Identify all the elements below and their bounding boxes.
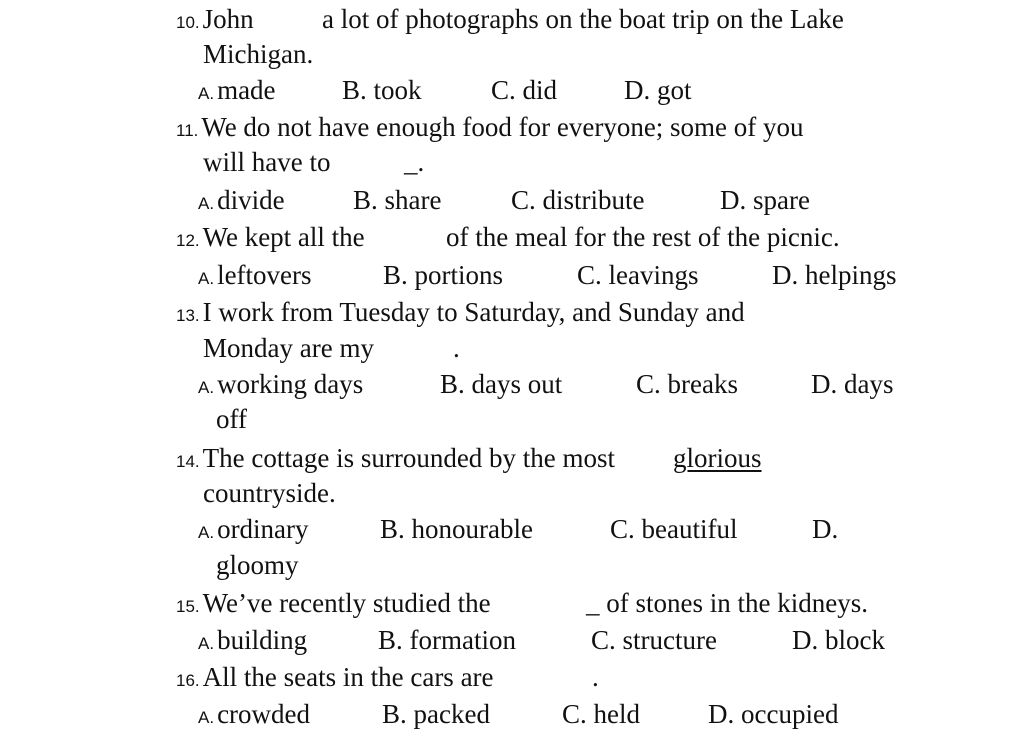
question-number: 10. xyxy=(176,13,200,32)
question-15-stem xyxy=(176,586,491,624)
stem-text: All the seats in the cars are xyxy=(202,662,494,692)
question-14-stem-line2: countryside. xyxy=(203,478,336,508)
question-13-option-a[interactable] xyxy=(198,367,363,405)
question-11-stem xyxy=(176,110,804,148)
question-16-stem xyxy=(176,660,494,698)
question-12-stem-cont: of the meal for the rest of the picnic. xyxy=(446,222,840,252)
question-13-blank: . xyxy=(453,333,460,363)
option-text: ordinary xyxy=(217,514,309,544)
option-letter: A. xyxy=(198,523,215,542)
question-10-option-d[interactable]: D. got xyxy=(624,75,692,105)
question-16-option-b[interactable]: B. packed xyxy=(382,699,490,729)
stem-text: The cottage is surrounded by the most xyxy=(202,443,616,473)
question-11-option-c[interactable]: C. distribute xyxy=(511,185,645,215)
option-letter: A. xyxy=(198,378,215,397)
question-13-stem xyxy=(176,295,745,333)
option-text: crowded xyxy=(217,699,311,729)
question-number: 13. xyxy=(176,306,200,325)
question-14-option-b[interactable]: B. honourable xyxy=(380,514,533,544)
stem-text: We do not have enough food for everyone; some of you xyxy=(201,112,804,142)
question-14-stem xyxy=(176,441,615,479)
stem-text: I work from Tuesday to Saturday, and Sunday and xyxy=(202,297,745,327)
question-number: 15. xyxy=(176,597,200,616)
question-11-option-b[interactable]: B. share xyxy=(353,185,442,215)
question-13-option-d[interactable]: D. days xyxy=(811,369,894,399)
stem-text: We kept all the xyxy=(202,222,365,252)
option-text: divide xyxy=(217,185,285,215)
option-letter: A. xyxy=(198,634,215,653)
question-15-option-d[interactable]: D. block xyxy=(792,625,885,655)
option-letter: A. xyxy=(198,708,215,727)
question-13-option-d-cont: off xyxy=(216,404,247,434)
question-11-stem-line2: will have to xyxy=(203,147,331,177)
question-number: 16. xyxy=(176,671,200,690)
question-12-option-d[interactable]: D. helpings xyxy=(772,260,897,290)
stem-text: We’ve recently studied the xyxy=(202,588,491,618)
question-10-option-b[interactable]: B. took xyxy=(342,75,422,105)
question-10-option-c[interactable]: C. did xyxy=(491,75,558,105)
option-text: building xyxy=(217,625,308,655)
question-14-option-d-cont: gloomy xyxy=(216,550,299,580)
question-11-option-a[interactable] xyxy=(198,183,285,221)
question-12-stem xyxy=(176,220,365,258)
question-15-stem-cont: _ of stones in the kidneys. xyxy=(586,588,868,618)
question-15-option-c[interactable]: C. structure xyxy=(591,625,717,655)
question-number: 12. xyxy=(176,231,200,250)
question-14-underlined-word: glorious xyxy=(673,443,762,473)
question-13-stem-line2: Monday are my xyxy=(203,333,374,363)
question-13-option-b[interactable]: B. days out xyxy=(440,369,563,399)
question-15-option-b[interactable]: B. formation xyxy=(378,625,516,655)
question-12-option-b[interactable]: B. portions xyxy=(383,260,504,290)
question-10-stem-cont: a lot of photographs on the boat trip on the Lake xyxy=(322,4,844,34)
question-16-option-d[interactable]: D. occupied xyxy=(708,699,839,729)
question-10-stem xyxy=(176,2,254,40)
question-14-option-a[interactable] xyxy=(198,512,309,550)
question-16-option-c[interactable]: C. held xyxy=(562,699,640,729)
question-11-option-d[interactable]: D. spare xyxy=(720,185,810,215)
option-text: working days xyxy=(217,369,364,399)
option-letter: A. xyxy=(198,269,215,288)
question-12-option-c[interactable]: C. leavings xyxy=(577,260,699,290)
question-10-option-a[interactable] xyxy=(198,73,276,111)
question-16-blank: . xyxy=(592,662,599,692)
question-13-option-c[interactable]: C. breaks xyxy=(636,369,738,399)
question-number: 11. xyxy=(176,121,199,140)
question-14-option-c[interactable]: C. beautiful xyxy=(610,514,738,544)
option-text: made xyxy=(217,75,276,105)
question-10-stem-line2: Michigan. xyxy=(203,39,314,69)
stem-text: John xyxy=(202,4,254,34)
question-11-blank: _. xyxy=(404,147,425,177)
option-letter: A. xyxy=(198,84,215,103)
question-15-option-a[interactable] xyxy=(198,623,307,661)
question-16-option-a[interactable] xyxy=(198,697,310,735)
question-14-option-d[interactable]: D. xyxy=(812,514,839,544)
question-12-option-a[interactable] xyxy=(198,258,312,296)
question-number: 14. xyxy=(176,452,200,471)
option-letter: A. xyxy=(198,194,215,213)
option-text: leftovers xyxy=(217,260,312,290)
